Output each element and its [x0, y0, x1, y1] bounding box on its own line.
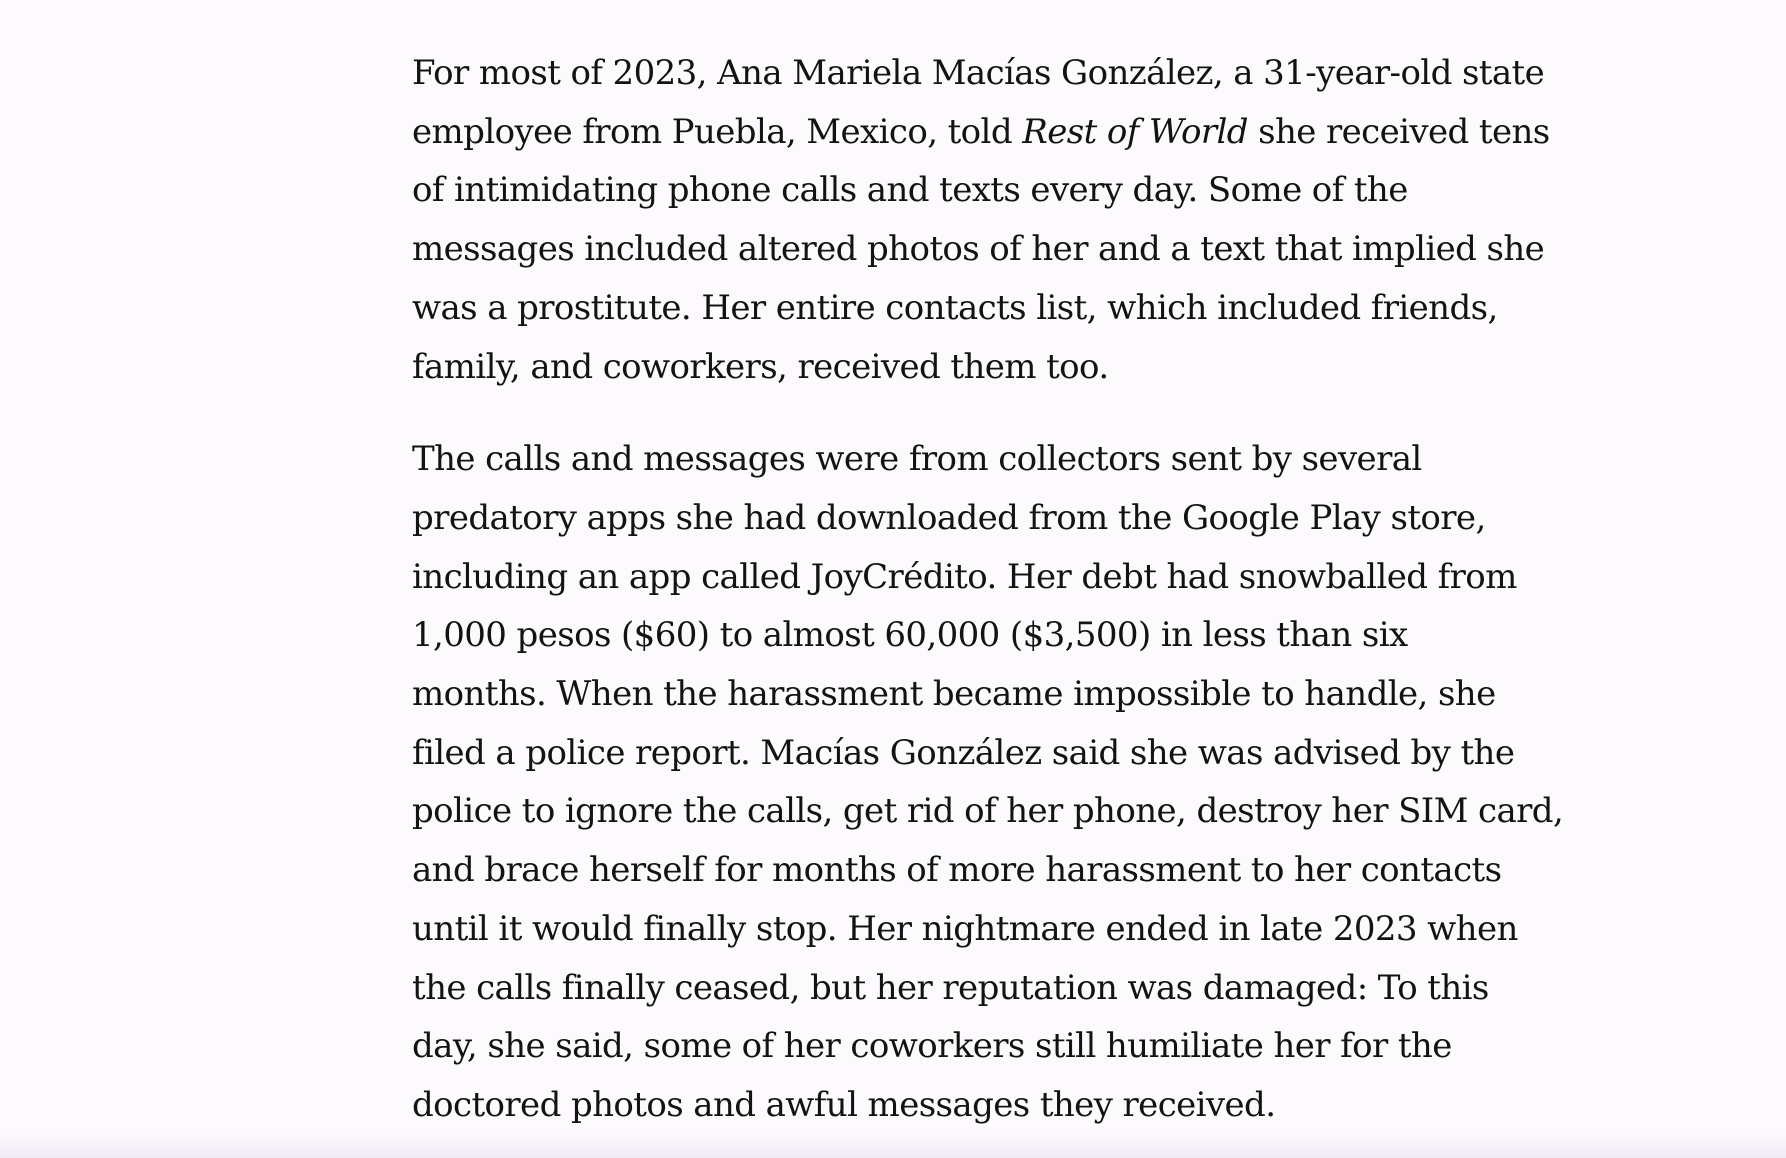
text-line: day, she said, some of her coworkers still humiliate her for the: [412, 1026, 1452, 1067]
text-line: filed a police report. Macías González said she was advised by the: [412, 732, 1515, 773]
text-segment: she received tens: [1247, 111, 1550, 152]
text-line: predatory apps she had downloaded from the Google Play store,: [412, 497, 1486, 538]
publication-name: Rest of World: [1022, 111, 1248, 152]
paragraph-2: [412, 430, 1564, 1134]
text-line: months. When the harassment became impossible to handle, she: [412, 674, 1496, 715]
paragraph-1: [412, 44, 1550, 396]
text-line: messages included altered photos of her and a text that implied she: [412, 229, 1545, 270]
text-line: family, and coworkers, received them too.: [412, 346, 1109, 387]
text-line: [412, 103, 1550, 162]
text-line: 1,000 pesos ($60) to almost 60,000 ($3,500) in less than six: [412, 615, 1408, 656]
bottom-fade: [0, 1132, 1786, 1158]
text-line: and brace herself for months of more harassment to her contacts: [412, 850, 1502, 891]
text-line: police to ignore the calls, get rid of her phone, destroy her SIM card,: [412, 791, 1564, 832]
article-body: [412, 44, 1564, 1135]
text-line: including an app called JoyCrédito. Her debt had snowballed from: [412, 556, 1517, 597]
text-segment: employee from Puebla, Mexico, told: [412, 111, 1023, 152]
text-line: until it would finally stop. Her nightmare ended in late 2023 when: [412, 908, 1518, 949]
text-line: the calls finally ceased, but her reputation was damaged: To this: [412, 967, 1489, 1008]
text-line: was a prostitute. Her entire contacts list, which included friends,: [412, 287, 1498, 328]
text-line: For most of 2023, Ana Mariela Macías González, a 31-year-old state: [412, 53, 1545, 93]
text-line: doctored photos and awful messages they received.: [412, 1084, 1276, 1125]
text-line: The calls and messages were from collectors sent by several: [412, 439, 1422, 480]
text-line: of intimidating phone calls and texts every day. Some of the: [412, 170, 1408, 211]
